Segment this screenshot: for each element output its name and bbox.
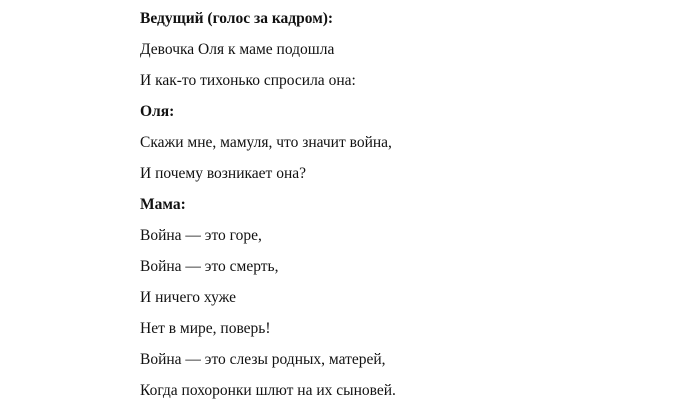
verse-line: И почему возникает она? bbox=[140, 165, 307, 182]
verse-line: И как-то тихонько спросила она: bbox=[140, 72, 356, 89]
verse-line: Война — это смерть, bbox=[140, 258, 279, 275]
verse-line: Нет в мире, поверь! bbox=[140, 320, 271, 337]
speaker-label-mama: Мама: bbox=[140, 196, 186, 213]
verse-line: Война — это горе, bbox=[140, 227, 262, 244]
verse-line: Война — это слезы родных, матерей, bbox=[140, 351, 386, 368]
verse-line: Девочка Оля к маме подошла bbox=[140, 41, 335, 58]
verse-line: Когда похоронки шлют на их сыновей. bbox=[140, 382, 396, 399]
document-body bbox=[140, 9, 680, 412]
speaker-label-olya: Оля: bbox=[140, 103, 175, 120]
verse-line: И ничего хуже bbox=[140, 289, 237, 306]
verse-line: Скажи мне, мамуля, что значит война, bbox=[140, 134, 392, 151]
speaker-label-narrator: Ведущий (голос за кадром): bbox=[140, 10, 334, 27]
